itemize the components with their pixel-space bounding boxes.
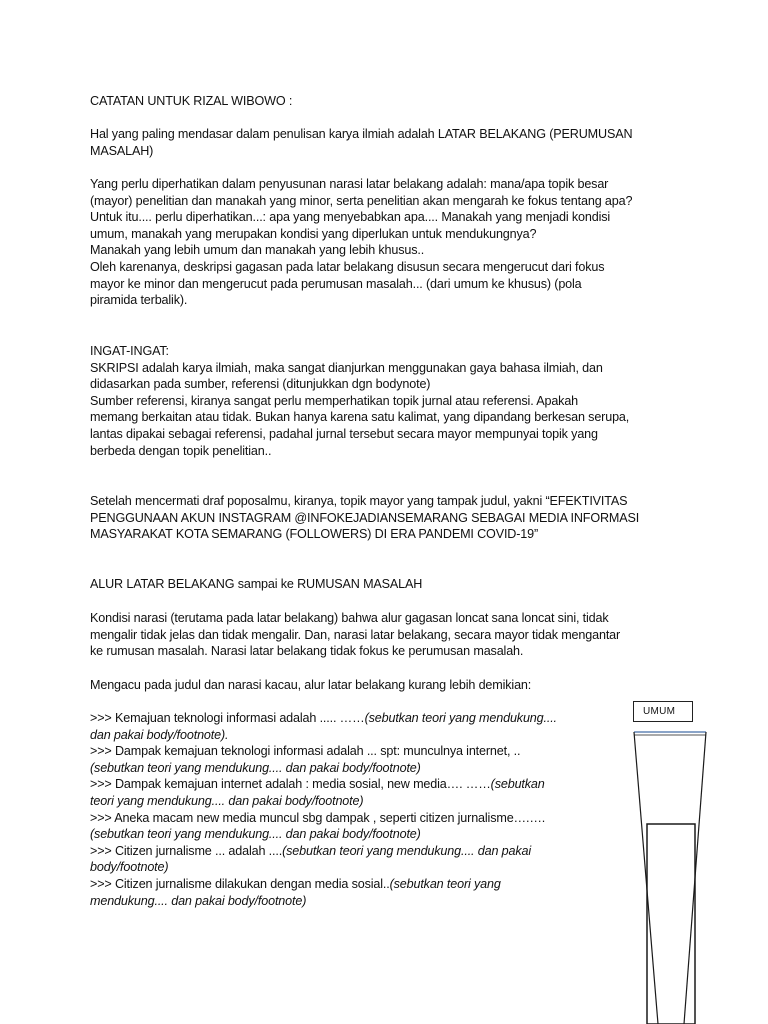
flow-note: (sebutkan teori yang mendukung.... dan pakai body/footnote) — [90, 760, 421, 775]
paragraph-6 — [90, 610, 690, 660]
title-line: CATATAN UNTUK RIZAL WIBOWO : — [90, 94, 293, 108]
text-line: Yang perlu diperhatikan dalam penyusunan narasi latar belakang adalah: mana/apa topik besar — [90, 177, 609, 191]
funnel-left-edge — [634, 732, 658, 1024]
inverted-pyramid-diagram — [630, 728, 710, 1024]
text-line: mayor ke minor dan mengerucut pada perumusan masalah... (dari umum ke khusus) (pola — [90, 276, 582, 291]
text-line: memang berkaitan atau tidak. Bukan hanya karena satu kalimat, yang dipandang berkesan serupa, — [90, 410, 630, 425]
flow-note: dan pakai body/footnote). — [90, 727, 229, 742]
text-line: Oleh karenanya, deskripsi gagasan pada latar belakang disusun secara mengerucut dari fokus — [90, 259, 605, 274]
text-line: Kondisi narasi (terutama pada latar belakang) bahwa alur gagasan loncat sana loncat sini, tidak — [90, 611, 609, 625]
flow-text: >>> Kemajuan teknologi informasi adalah ..... …… — [90, 711, 365, 725]
text-line: Sumber referensi, kiranya sangat perlu memperhatikan topik jurnal atau referensi. Apakah — [90, 393, 579, 408]
flow-note: body/footnote) — [90, 860, 169, 875]
flow-item-2: >>> Dampak kemajuan teknologi informasi adalah ... spt: munculnya internet, .. — [90, 744, 521, 759]
paragraph-7 — [90, 677, 690, 694]
inner-narrow-box — [647, 824, 695, 1024]
flow-text: >>> Dampak kemajuan internet adalah : media sosial, new media…. …… — [90, 777, 491, 792]
flow-item-1 — [90, 710, 610, 727]
text-line: (mayor) penelitian dan manakah yang minor, serta penelitian akan mengarah ke fokus tentang apa? — [90, 193, 633, 208]
paragraph-1 — [90, 126, 690, 159]
flow-text: >>> Citizen jurnalisme dilakukan dengan media sosial.. — [90, 876, 390, 891]
text-line: piramida terbalik). — [90, 293, 188, 308]
text-line: Setelah mencermati draf poposalmu, kiranya, topik mayor yang tampak judul, yakni “EFEKTIVITAS — [90, 494, 628, 508]
flow-note: (sebutkan — [490, 777, 545, 792]
text-line: berbeda dengan topik penelitian.. — [90, 443, 272, 458]
text-line: MASALAH) — [90, 143, 154, 158]
text-line: INGAT-INGAT: — [90, 344, 169, 358]
text-line: Manakah yang lebih umum dan manakah yang lebih khusus.. — [90, 243, 425, 258]
text-line: didasarkan pada sumber, referensi (ditunjukkan dgn bodynote) — [90, 377, 431, 392]
paragraph-3 — [90, 343, 690, 459]
flow-note: mendukung.... dan pakai body/footnote) — [90, 893, 307, 908]
flow-note: (sebutkan teori yang mendukung.... dan pakai — [282, 843, 532, 858]
flow-item-3 — [90, 776, 610, 793]
flow-item-5 — [90, 843, 610, 860]
text-line: ke rumusan masalah. Narasi latar belakang tidak fokus ke perumusan masalah. — [90, 644, 524, 659]
text-line: SKRIPSI adalah karya ilmiah, maka sangat dianjurkan menggunakan gaya bahasa ilmiah, dan — [90, 360, 603, 375]
text-line: PENGGUNAAN AKUN INSTAGRAM @INFOKEJADIANSEMARANG SEBAGAI MEDIA INFORMASI — [90, 510, 640, 525]
text-line: umum, manakah yang merupakan kondisi yang diperlukan untuk mendukungnya? — [90, 226, 537, 241]
flow-list — [90, 710, 610, 909]
flow-note: teori yang mendukung.... dan pakai body/footnote) — [90, 793, 364, 808]
paragraph-4 — [90, 493, 690, 543]
text-line: mengalir tidak jelas dan tidak mengalir. Dan, narasi latar belakang, secara mayor tidak mengantar — [90, 627, 621, 642]
paragraph-5 — [90, 576, 690, 593]
flow-note: (sebutkan teori yang — [389, 876, 501, 891]
flow-text: >>> Citizen jurnalisme ... adalah .... — [90, 843, 283, 858]
paragraph-2 — [90, 176, 690, 309]
text-line: lantas dipakai sebagai referensi, padahal jurnal tersebut secara mayor mempunyai topik yang — [90, 426, 598, 441]
document-title — [90, 93, 690, 110]
flow-note: (sebutkan teori yang mendukung.... dan pakai body/footnote) — [90, 827, 421, 842]
flow-item-6 — [90, 876, 610, 893]
umum-label-box: UMUM — [633, 701, 693, 722]
text-line: Mengacu pada judul dan narasi kacau, alur latar belakang kurang lebih demikian: — [90, 678, 532, 692]
section-heading: ALUR LATAR BELAKANG sampai ke RUMUSAN MASALAH — [90, 577, 423, 591]
text-line: Untuk itu.... perlu diperhatikan...: apa yang menyebabkan apa.... Manakah yang menjadi kondisi — [90, 210, 611, 225]
flow-item-4: >>> Aneka macam new media muncul sbg dampak , seperti citizen jurnalisme….…. — [90, 810, 546, 825]
flow-note: (sebutkan teori yang mendukung.... — [364, 711, 557, 725]
text-line: MASYARAKAT KOTA SEMARANG (FOLLOWERS) DI ERA PANDEMI COVID-19” — [90, 527, 539, 542]
text-line: Hal yang paling mendasar dalam penulisan karya ilmiah adalah LATAR BELAKANG (PERUMUSAN — [90, 127, 633, 141]
